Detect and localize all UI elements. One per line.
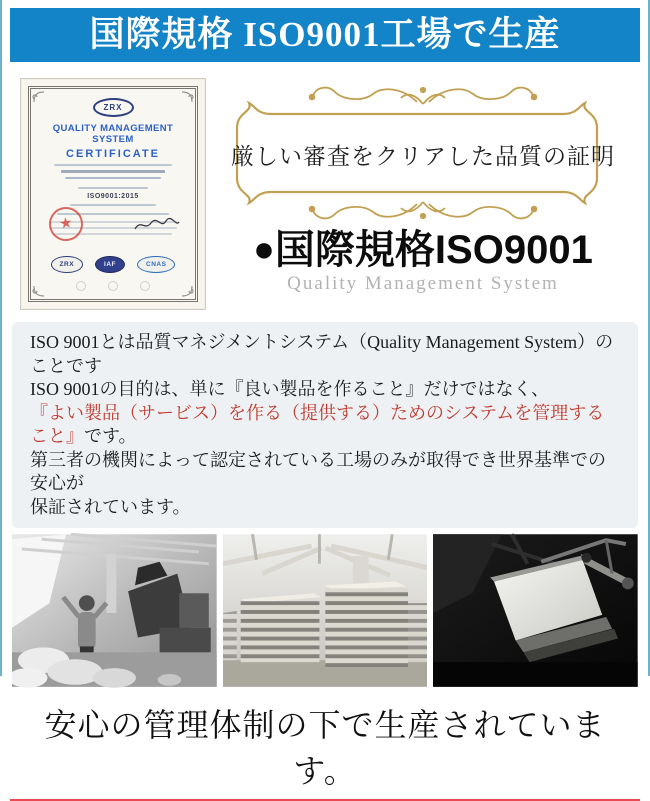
- signature-icon: [133, 217, 181, 233]
- faint-seals: [31, 281, 195, 291]
- illegible-company-line: [65, 177, 161, 179]
- photo-factory-workers: [12, 533, 217, 688]
- illegible-text-line: [78, 187, 148, 189]
- iso9001-subtitle: Quality Management System: [287, 273, 559, 294]
- explanation-line-1: ISO 9001とは品質マネジメントシステム（Quality Management System）のことです: [30, 332, 614, 376]
- zrx-seal-icon: ZRX: [93, 98, 134, 117]
- certificate-caption-column: [206, 78, 640, 310]
- photo-fabric-machine: [433, 533, 638, 688]
- bottom-statement-text: 安心の管理体制の下で生産されています。: [10, 700, 640, 801]
- zrx-oval-icon: ZRX: [51, 256, 84, 273]
- certificate-row: [10, 78, 640, 310]
- iso-certificate-image: [20, 78, 206, 310]
- illegible-text-line: [70, 204, 156, 206]
- certificate-paper: [28, 86, 198, 302]
- corner-flourish-icon: [180, 90, 194, 104]
- certificate-subtitle: CERTIFICATE: [66, 148, 160, 160]
- explanation-line-3: [30, 402, 620, 449]
- quality-proof-caption: 厳しい審査をクリアした品質の証明: [231, 144, 615, 169]
- illegible-text-line: [54, 164, 172, 166]
- illegible-text-line: [61, 170, 165, 173]
- iso9001-heading-text: 国際規格ISO9001: [274, 228, 593, 272]
- red-seal-stamp-icon: ★: [47, 205, 85, 243]
- accreditation-badges: [31, 256, 195, 273]
- certificate-standard: ISO9001:2015: [87, 193, 139, 200]
- explanation-line-5: 保証されています。: [30, 496, 191, 517]
- banner-title: 国際規格 ISO9001工場で生産: [10, 8, 640, 62]
- iso9001-heading: [206, 229, 640, 271]
- corner-flourish-icon: [32, 90, 46, 104]
- explanation-line-2: ISO 9001の目的は、単に『良い製品を作ること』だけではなく、: [30, 379, 550, 399]
- certificate-title: QUALITY MANAGEMENT SYSTEM: [52, 123, 174, 145]
- explanation-line-4: 第三者の機関によって認定されている工場のみが取得でき世界基準での安心が: [30, 449, 606, 493]
- bullet-icon: ●: [253, 228, 275, 269]
- iso-explanation-box: [12, 322, 638, 528]
- iaf-oval-icon: IAF: [95, 256, 125, 273]
- factory-photos-row: [12, 533, 638, 688]
- explanation-line-3-tail: です。: [84, 426, 137, 446]
- photo-mattress-stacks: [223, 533, 428, 688]
- gold-ornament-frame: [223, 86, 623, 221]
- bottom-statement: [10, 700, 640, 801]
- explanation-line-3-red: 『よい製品（サービス）を作る（提供する）ためのシステムを管理すること』: [30, 402, 605, 446]
- cnas-oval-icon: CNAS: [137, 256, 175, 273]
